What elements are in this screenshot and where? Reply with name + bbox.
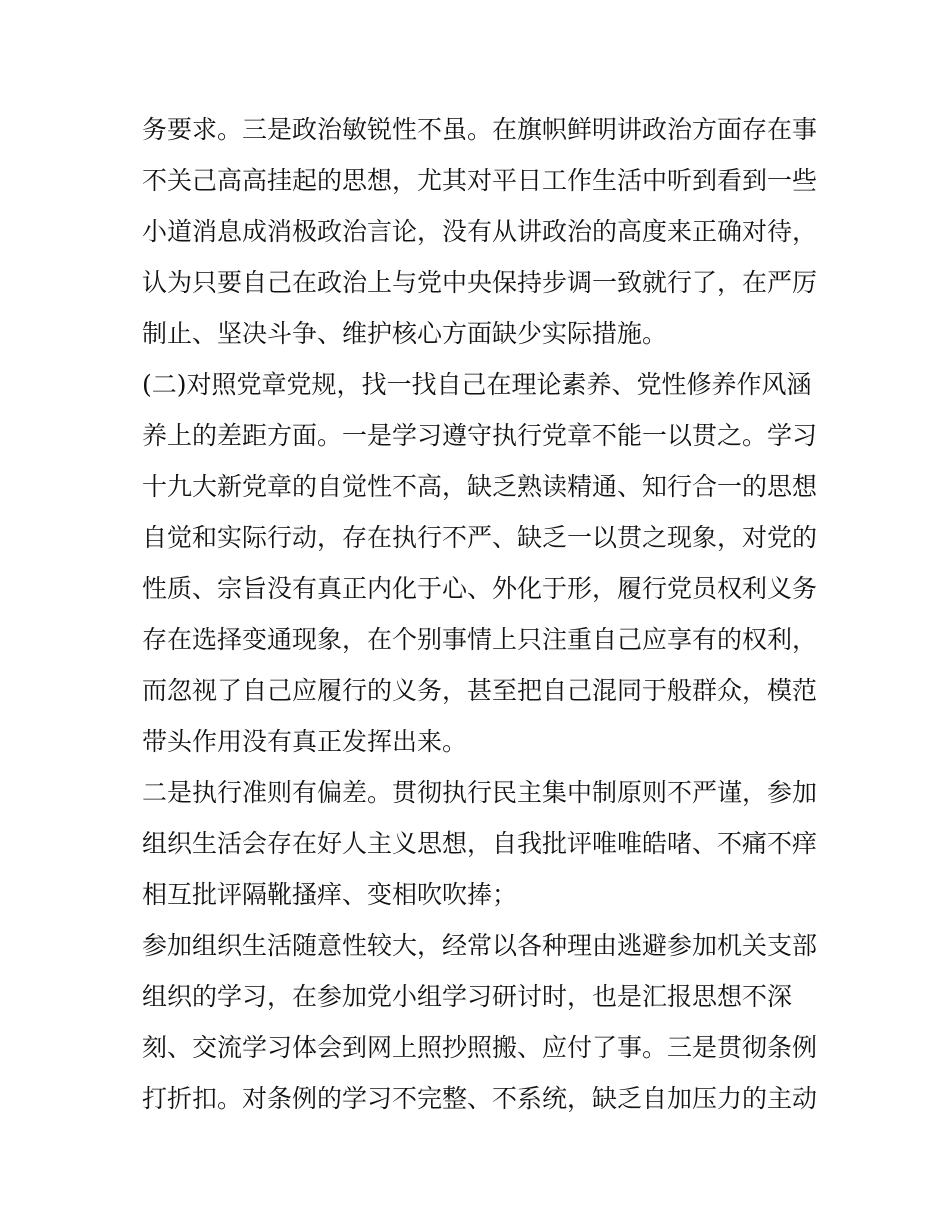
text-line: 十九大新党章的自觉性不高，缺乏熟读精通、知行合一的思想: [142, 472, 818, 501]
text-line: 打折扣。对条例的学习不完整、不系统，缺乏自加压力的主动: [142, 1084, 818, 1113]
text-line: 相互批评隔靴搔痒、变相吹吹捧；: [142, 880, 518, 909]
text-line: (二)对照党章党规，找一找自己在理论素养、党性修养作风涵: [142, 370, 812, 399]
body-text: [142, 104, 822, 1124]
text-line: 刻、交流学习体会到网上照抄照搬、应付了事。三是贯彻条例: [142, 1033, 818, 1062]
text-line: 组织的学习，在参加党小组学习研讨时，也是汇报思想不深: [142, 982, 793, 1011]
text-line: 带头作用没有真正发挥出来。: [142, 727, 468, 756]
text-line: 二是执行准则有偏差。贯彻执行民主集中制原则不严谨，参加: [142, 778, 818, 807]
text-line: 养上的差距方面。一是学习遵守执行党章不能一以贯之。学习: [142, 421, 818, 450]
text-line: 制止、坚决斗争、维护核心方面缺少实际措施。: [142, 319, 668, 348]
text-line: 不关己高高挂起的思想，尤其对平日工作生活中听到看到一些: [142, 166, 818, 195]
text-line: 存在选择变通现象，在个别事情上只注重自己应享有的权利，: [142, 625, 818, 654]
text-line: 组织生活会存在好人主义思想，自我批评唯唯皓啫、不痛不痒: [142, 829, 818, 858]
text-line: 而忽视了自己应履行的义务，甚至把自己混同于般群众，模范: [142, 676, 818, 705]
text-line: 务要求。三是政治敏锐性不虽。在旗帜鲜明讲政治方面存在事: [142, 115, 818, 144]
text-line: 认为只要自己在政治上与党中央保持步调一致就行了，在严厉: [142, 268, 818, 297]
text-line: 自觉和实际行动，存在执行不严、缺乏一以贯之现象，对党的: [142, 523, 818, 552]
text-line: 小道消息成消极政治言论，没有从讲政治的高度来正确对待，: [142, 217, 818, 246]
text-line: 参加组织生活随意性较大，经常以各种理由逃避参加机关支部: [142, 931, 818, 960]
text-line: 性质、宗旨没有真正内化于心、外化于形，履行党员权利义务: [142, 574, 818, 603]
